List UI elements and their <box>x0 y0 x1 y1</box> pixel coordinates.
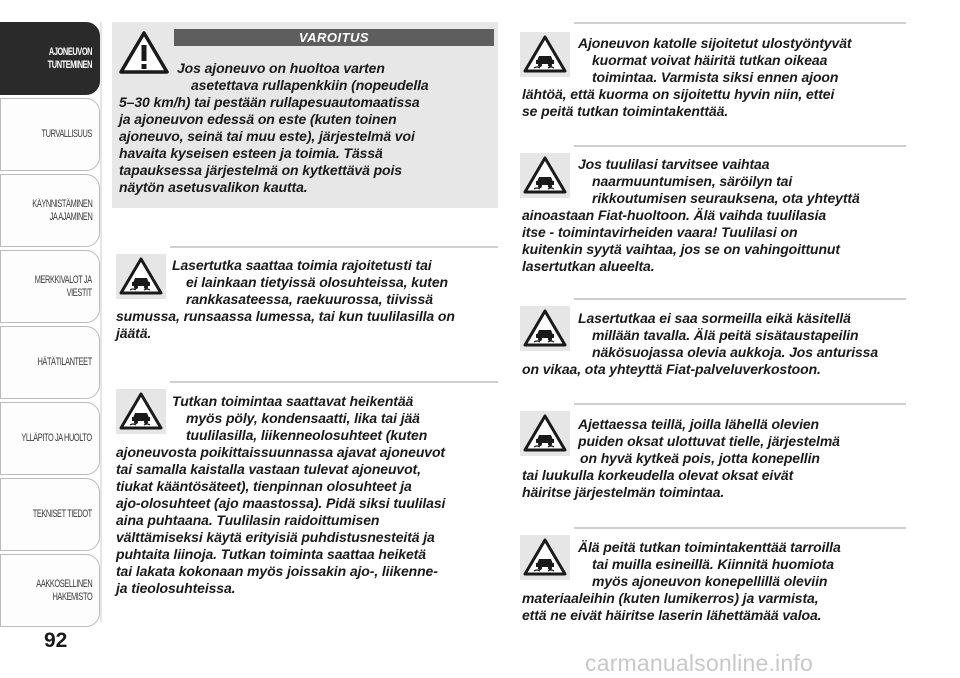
text-line: ajoneuvo, seinä tai muu este), järjestelmä voi <box>119 128 415 144</box>
text-line: näytön asetusvalikon kautta. <box>119 179 308 195</box>
sidebar-spine <box>100 22 102 622</box>
car-skid-icon <box>520 535 570 580</box>
text-line: välttämiseksi käytä erityisiä puhdistusnesteitä ja <box>116 529 435 545</box>
text-line: itse - toimintavirheiden vaara! Tuulilasi on <box>522 224 798 240</box>
warning-triangle-icon <box>116 28 172 76</box>
text-line: tai luukulla korkeudella olevat oksat eivät <box>522 467 794 483</box>
text-line: jäätä. <box>116 325 152 341</box>
text-line: näkösuojassa olevia aukkoja. Jos anturissa <box>592 344 879 360</box>
section-divider <box>574 145 906 147</box>
tab-label: YLLÄPITO JA HUOLTO <box>21 432 93 444</box>
text-line: aina puhtaana. Tuulilasin raidoittumisen <box>116 512 380 528</box>
text-line: tiukat kääntösäteet), tienpinnan olosuhteet ja <box>116 478 412 494</box>
section-divider <box>574 403 906 405</box>
text-line: häiritse järjestelmän toimintaa. <box>522 484 725 500</box>
text-line: Tutkan toimintaa saattavat heikentää <box>172 393 414 409</box>
note-text <box>578 35 852 86</box>
text-line: havaita kyseisen esteen ja toimia. Tässä <box>119 145 383 161</box>
text-line: toimintaa. Varmista siksi ennen ajoon <box>592 69 839 85</box>
text-line: ainoastaan Fiat-huoltoon. Älä vaihda tuulilasia <box>522 207 827 223</box>
warning-text <box>177 60 429 94</box>
tab-label: AAKKOSELLINEN <box>35 577 92 590</box>
note-text <box>172 393 427 444</box>
text-line: rankkasateessa, raekuurossa, tiivissä <box>186 291 433 307</box>
note-text <box>578 416 840 467</box>
note-text-cont <box>522 207 840 275</box>
text-line: kuitenkin syytä vaihtaa, jos se on vahingoittunut <box>522 241 840 257</box>
tab-turvallisuus[interactable] <box>0 98 100 171</box>
text-line: materiaaleihin (kuten lumikerros) ja varmista, <box>522 590 819 606</box>
text-line: asetettava rullapenkkiin (nopeudella <box>191 77 429 93</box>
section-divider <box>574 22 906 24</box>
text-line: Lasertutkaa ei saa sormeilla eikä käsitellä <box>578 310 851 326</box>
text-line: 5–30 km/h) tai pestään rullapesuautomaatissa <box>119 94 420 110</box>
car-skid-icon <box>520 411 570 456</box>
tab-label: KÄYNNISTÄMINEN <box>31 197 92 210</box>
text-line: puiden oksat ulottuvat tielle, järjestelmä <box>578 433 840 449</box>
tab-tekniset-tiedot[interactable] <box>0 478 100 551</box>
text-line: on hyvä kytkeä pois, jotta konepellin <box>580 450 820 466</box>
car-skid-icon <box>116 389 166 434</box>
tab-label: AJONEUVON <box>48 45 92 58</box>
tab-label: TUNTEMINEN <box>47 58 92 71</box>
text-line: millään tavalla. Älä peitä sisätaustapeilin <box>592 327 859 343</box>
car-skid-icon <box>520 306 570 351</box>
text-line: ja tieolosuhteissa. <box>116 580 236 596</box>
text-line: ei lainkaan tietyissä olosuhteissa, kuten <box>186 274 449 290</box>
text-line: Älä peitä tutkan toimintakenttää tarroilla <box>578 539 841 555</box>
car-skid-icon <box>116 254 166 299</box>
tab-ajoneuvon-tunteminen[interactable] <box>0 22 100 95</box>
tab-label: HAKEMISTO <box>52 590 92 603</box>
section-divider <box>574 298 906 300</box>
page-number: 92 <box>44 629 68 652</box>
tab-label: HÄTÄTILANTEET <box>37 356 92 368</box>
car-skid-icon <box>520 32 570 77</box>
text-line: myös pöly, kondensaatti, lika tai jää <box>186 410 420 426</box>
text-line: kuormat voivat häiritä tutkan oikeaa <box>592 52 828 68</box>
section-divider <box>170 381 498 383</box>
text-line: tuulilasilla, liikenneolosuhteet (kuten <box>186 427 428 443</box>
note-text-cont <box>522 590 821 624</box>
tab-yllapito[interactable] <box>0 402 100 475</box>
text-line: Ajoneuvon katolle sijoitetut ulostyöntyvät <box>578 35 852 51</box>
text-line: on vikaa, ota yhteyttä Fiat-palveluverkostoon. <box>522 361 821 377</box>
text-line: Ajettaessa teillä, joilla lähellä olevien <box>578 416 820 432</box>
note-text <box>172 257 448 308</box>
tab-label: VIESTIT <box>66 286 92 299</box>
warning-text-cont <box>119 94 420 196</box>
tab-merkkivalot[interactable] <box>0 250 100 323</box>
text-line: sumussa, runsaassa lumessa, tai kun tuulilasilla on <box>116 308 455 324</box>
text-line: naarmuuntumisen, säröilyn tai <box>592 173 793 189</box>
tab-label: JA AJAMINEN <box>49 210 92 223</box>
car-skid-icon <box>520 153 570 198</box>
text-line: tai muilla esineillä. Kiinnitä huomiota <box>592 556 834 572</box>
note-text-cont <box>522 361 821 378</box>
text-line: puhtaita liinoja. Tutkan toiminta saattaa heiketä <box>116 546 426 562</box>
note-text-cont <box>522 86 834 120</box>
text-line: ja ajoneuvon edessä on este (kuten toinen <box>119 111 397 127</box>
tab-hakemisto[interactable] <box>0 554 100 627</box>
tab-label: TEKNISET TIEDOT <box>32 508 92 520</box>
text-line: tai samalla kaistalla vastaan tulevat ajoneuvot, <box>116 461 421 477</box>
section-divider <box>170 246 498 248</box>
text-line: Jos ajoneuvo on huoltoa varten <box>177 60 385 76</box>
text-line: se peitä tutkan toimintakenttää. <box>522 103 729 119</box>
text-line: että ne eivät häiritse laserin lähettämää valoa. <box>522 607 822 623</box>
tab-hatatilanteet[interactable] <box>0 326 100 399</box>
text-line: Jos tuulilasi tarvitsee vaihtaa <box>578 156 770 172</box>
note-text-cont <box>522 467 793 501</box>
text-line: lasertutkan alueelta. <box>522 258 655 274</box>
tab-label: MERKKIVALOT JA <box>35 273 92 286</box>
note-text-cont <box>116 444 445 597</box>
text-line: rikkoutumisen seurauksena, ota yhteyttä <box>592 190 860 206</box>
text-line: Lasertutka saattaa toimia rajoitetusti tai <box>172 257 432 273</box>
text-line: myös ajoneuvon konepellillä oleviin <box>592 573 828 589</box>
text-line: tapauksessa järjestelmä on kytkettävä pois <box>119 162 402 178</box>
section-divider <box>574 527 906 529</box>
tab-kaynnistaminen[interactable] <box>0 174 100 247</box>
text-line: ajoneuvosta poikittaissuunnassa ajavat ajoneuvot <box>116 444 445 460</box>
note-text <box>578 539 841 590</box>
note-text <box>578 156 860 207</box>
text-line: ajo-olosuhteet (ajo maastossa). Pidä siksi tuulilasi <box>116 495 446 511</box>
note-text <box>578 310 878 361</box>
note-text-cont <box>116 308 455 342</box>
tab-label: TURVALLISUUS <box>41 128 92 140</box>
warning-header: VAROITUS <box>174 29 494 46</box>
text-line: tai lakata kokonaan myös joissakin ajo-, liikenne- <box>116 563 438 579</box>
text-line: lähtöä, että kuorma on sijoitettu hyvin niin, ettei <box>522 86 835 102</box>
watermark: carmanualsonline.info <box>585 650 813 676</box>
